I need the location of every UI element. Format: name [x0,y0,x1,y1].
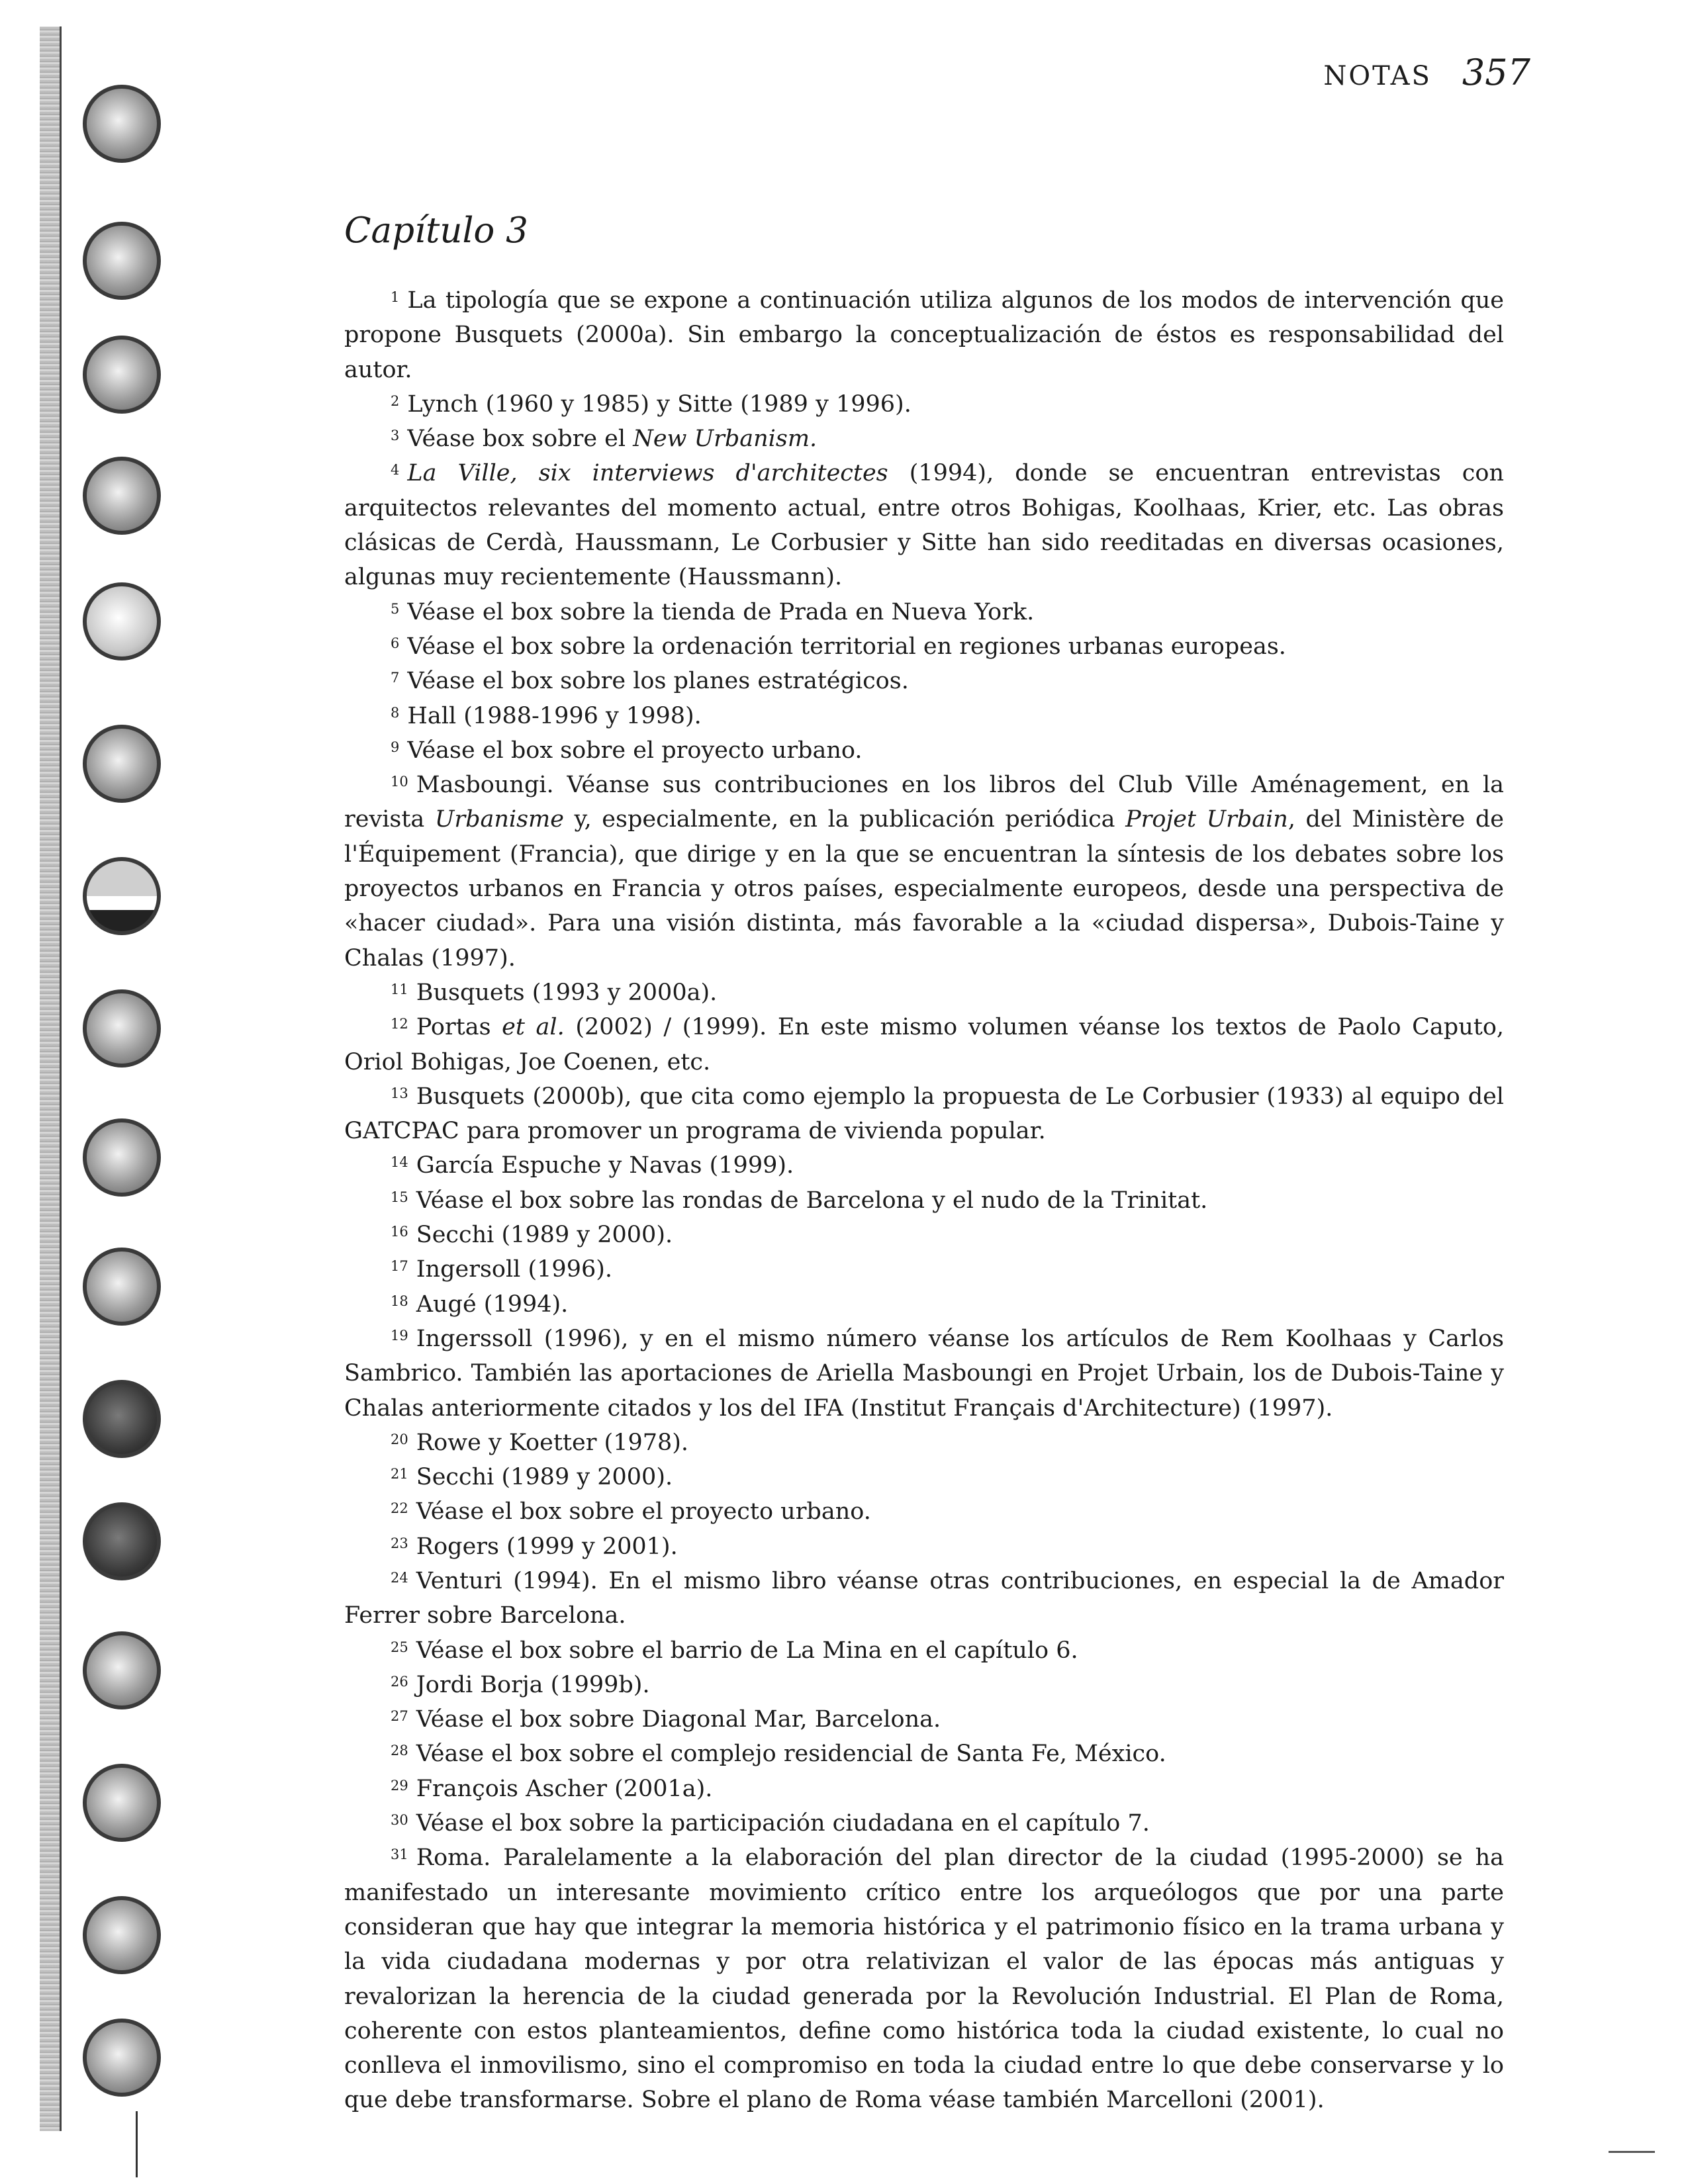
endnote-number: 15 [391,1189,408,1205]
endnote-number: 17 [391,1258,408,1275]
endnote-number: 5 [391,600,400,617]
endnote [344,1287,1504,1322]
endnote-text: Secchi (1989 y 2000). [416,1464,673,1491]
scan-mark [1609,2151,1655,2153]
binder-ring-hole [83,336,161,414]
endnote [344,733,1504,768]
binder-ring-hole [83,1896,161,1974]
endnote [344,1426,1504,1460]
binder-ring-hole [83,222,161,300]
endnote [344,1633,1504,1668]
binder-bottom-mark [136,2111,138,2177]
endnote [344,1148,1504,1183]
endnote [344,699,1504,733]
endnote-number: 11 [391,981,408,997]
endnote [344,976,1504,1010]
endnote-text: Véase el box sobre las rondas de Barcelona y el nudo de la Trinitat. [416,1187,1208,1214]
endnote [344,595,1504,629]
endnote-text: Véase el box sobre la ordenación territorial en regiones urbanas europeas. [407,633,1286,660]
binder-ring-hole [83,1502,161,1580]
endnote-text: Busquets (2000b), que cita como ejemplo la propuesta de Le Corbusier (1933) al equipo del GATCPAC para promover un programa de vivienda popular. [344,1083,1504,1145]
endnote-text: Véase box sobre el [407,426,633,453]
endnote [344,387,1504,422]
endnote-number: 2 [391,392,400,409]
endnote-text: Secchi (1989 y 2000). [416,1222,673,1249]
endnote-text: Portas [416,1014,502,1041]
endnote-text: Busquets (1993 y 2000a). [416,979,718,1006]
endnote-number: 27 [391,1708,408,1725]
endnote [344,1079,1504,1149]
endnote-number: 31 [391,1846,408,1863]
binder-ring-hole [83,1248,161,1326]
endnote [344,1737,1504,1771]
endnote [344,1322,1504,1426]
endnote-number: 24 [391,1569,408,1586]
endnote-number: 23 [391,1535,408,1551]
endnote-number: 26 [391,1673,408,1690]
endnote-number: 18 [391,1293,408,1309]
endnote-text: y, especialmente, en la publicación periódica [563,806,1126,833]
endnote-text: Véase el box sobre los planes estratégicos. [407,668,909,695]
endnote-number: 28 [391,1743,408,1759]
endnote-text: Venturi (1994). En el mismo libro véanse otras contribuciones, en especial la de Amador Ferrer sobre Barcelona. [344,1567,1504,1629]
endnote-text: Augé (1994). [416,1291,569,1318]
endnote [344,1218,1504,1252]
binder-ring-hole [83,582,161,660]
binder-ring-hole [83,989,161,1068]
endnote-text: Masboungi. Véanse sus contribuciones en los libros del Club Ville Aménagement, en la revista [344,772,1504,833]
endnote-number: 29 [391,1777,408,1794]
endnote-number: 4 [391,462,400,478]
endnote-text: , del Ministère de l'Équipement (Francia), que dirige y en la que se encuentran la síntesis de los debates sobre los proyectos urbanos en Francia y otros países, especialmente europeos, desde una perspectiva de «hacer ciudad». Para una visión distinta, más favorable a la «ciudad dispersa», Dubois-Taine y Chalas (1997). [344,806,1504,972]
endnote-number: 13 [391,1085,408,1101]
endnote-number: 12 [391,1016,408,1032]
endnote-number: 7 [391,670,400,686]
endnote-number: 30 [391,1812,408,1829]
endnote-text: Véase el box sobre la participación ciudadana en el capítulo 7. [416,1810,1150,1837]
endnote-text: Hall (1988-1996 y 1998). [407,702,702,729]
endnote-number: 14 [391,1154,408,1171]
binder-ring-hole [83,1764,161,1842]
binder-ring-hole [83,85,161,163]
endnote [344,1806,1504,1841]
endnote [344,1252,1504,1287]
binder-spine [40,26,60,2131]
endnote [344,768,1504,976]
endnote [344,1494,1504,1529]
endnote [344,283,1504,387]
endnote-number: 16 [391,1224,408,1240]
endnote-number: 6 [391,635,400,651]
endnote-italic-text: New Urbanism. [633,426,818,453]
endnote-number: 3 [391,428,400,444]
endnote [344,1183,1504,1218]
binder-ring-hole [83,2019,161,2097]
endnote-number: 21 [391,1466,408,1482]
endnote-text: Véase el box sobre el complejo residencial de Santa Fe, México. [416,1741,1166,1768]
header-section-title: NOTAS [1323,61,1432,91]
binder-edge-line [60,26,62,2131]
endnote-italic-text: Urbanisme [434,806,564,833]
binder-ring-hole [83,1380,161,1458]
binder-ring-hole [83,1631,161,1709]
endnote [344,1702,1504,1737]
endnote [344,422,1504,456]
endnote-number: 22 [391,1500,408,1517]
endnote [344,1841,1504,2117]
endnote-text: Véase el box sobre Diagonal Mar, Barcelona. [416,1706,941,1733]
endnote-italic-text: et al. [502,1014,565,1041]
endnote [344,629,1504,664]
page-number: 357 [1462,52,1530,93]
endnote-number: 10 [391,774,408,790]
binder-ring-hole [83,725,161,803]
binder-ring-hole [83,857,161,935]
chapter-heading: Capítulo 3 [344,210,528,251]
endnote-text: (1994), donde se encuentran entrevistas con arquitectos relevantes del momento actual, entre otros Bohigas, Koolhaas, Krier, etc. Las obras clásicas de Cerdà, Haussmann, Le Corbusier y Sitte han sido reeditadas en diversas ocasiones, algunas muy recientemente (Haussmann). [344,460,1504,591]
endnote-text: Rogers (1999 y 2001). [416,1533,678,1560]
endnote-number: 1 [391,289,400,305]
endnote-text: García Espuche y Navas (1999). [416,1152,794,1179]
binder-ring-hole [83,457,161,535]
endnote-text: Rowe y Koetter (1978). [416,1429,689,1456]
endnote-text: (2002) / (1999). En este mismo volumen véanse los textos de Paolo Caputo, Oriol Bohigas, Joe Coenen, etc. [344,1014,1505,1075]
endnote-number: 9 [391,739,400,755]
running-header [1323,52,1530,93]
endnote-text: Véase el box sobre el barrio de La Mina en el capítulo 6. [416,1637,1078,1664]
endnote-number: 25 [391,1639,408,1655]
endnote-text: Roma. Paralelamente a la elaboración del plan director de la ciudad (1995-2000) se ha manifestado un interesante movimiento crítico entre los arqueólogos que por una parte consideran que hay que integrar la memoria histórica y el patrimonio físico en la trama urbana y la vida ciudadana modernas y por otra relativizan el valor de las épocas más antiguas y revalorizan la herencia de la ciudad generada por la Revolución Industrial. El Plan de Roma, coherente con estos planteamientos, define como histórica toda la ciudad existente, lo cual no conlleva el inmovilismo, sino el compromiso en toda la ciudad entre lo que debe conservarse y lo que debe transformarse. Sobre el plano de Roma véase también Marcelloni (2001). [344,1844,1504,2114]
endnote [344,1529,1504,1564]
endnote-text: Véase el box sobre la tienda de Prada en Nueva York. [407,598,1035,625]
endnote-number: 19 [391,1327,408,1343]
endnote [344,456,1504,594]
endnote-text: François Ascher (2001a). [416,1775,713,1802]
binder-ring-hole [83,1118,161,1197]
endnote [344,1460,1504,1494]
endnote [344,1564,1504,1633]
endnote-text: Ingersoll (1996). [416,1256,613,1283]
endnote-text: La tipología que se expone a continuación utiliza algunos de los modos de intervención que propone Busquets (2000a). Sin embargo la conceptualización de éstos es responsabilidad del autor. [344,287,1504,383]
endnote-number: 8 [391,704,400,721]
endnote-text: Ingerssoll (1996), y en el mismo número véanse los artículos de Rem Koolhaas y Carlos Sambrico. También las aportaciones de Ariella Masboungi en Projet Urbain, los de Dubois-Taine y Chalas anteriormente citados y los del IFA (Institut Français d'Architecture) (1997). [344,1325,1504,1422]
endnotes-list [344,283,1504,2118]
endnote-text: Véase el box sobre el proyecto urbano. [407,737,863,764]
endnote-italic-text: Projet Urbain [1125,806,1288,833]
endnote-number: 20 [391,1431,408,1447]
endnote-text: Lynch (1960 y 1985) y Sitte (1989 y 1996). [407,390,912,418]
endnote-italic-text: La Ville, six interviews d'architectes [407,460,888,487]
endnote [344,664,1504,698]
endnote-text: Véase el box sobre el proyecto urbano. [416,1498,871,1525]
endnote [344,1010,1504,1079]
endnote-text: Jordi Borja (1999b). [416,1671,650,1698]
endnote [344,1668,1504,1702]
endnote [344,1772,1504,1806]
